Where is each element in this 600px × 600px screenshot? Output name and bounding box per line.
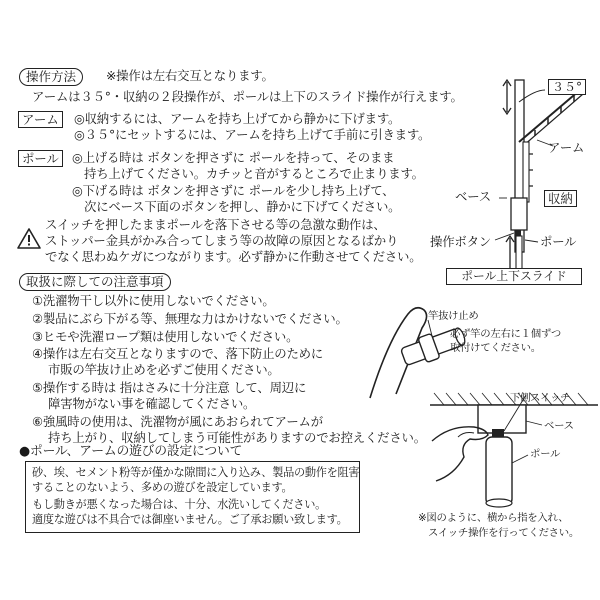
warning-line-2: ストッパー金具がかみ合ってしまう等の故障の原因となるばかり bbox=[45, 233, 399, 248]
stopper-note-1: 必ず竿の左右に１個ずつ bbox=[450, 328, 561, 340]
precaution-1: ①洗濯物干し以外に使用しないでください。 bbox=[32, 293, 275, 308]
precaution-5: ⑤操作する時は 指はさみに十分注意 して、周辺に bbox=[32, 380, 307, 395]
warning-line-1: スイッチを押したままポールを落下させる等の急激な動作は、 bbox=[45, 217, 386, 232]
play-section-title: ●ポール、アームの遊びの設定について bbox=[19, 444, 243, 459]
switch-note-2: スイッチ操作を行ってください。 bbox=[428, 527, 579, 539]
arm-line-1: ◎収納するには、アームを持ち上げてから静かに下げます。 bbox=[74, 111, 401, 126]
section-title-precautions: 取扱に際しての注意事項 bbox=[19, 273, 171, 291]
pole-diagram-label: ポール bbox=[540, 234, 577, 249]
arm-line-2: ◎３５°にセットするには、アームを持ち上げて手前に引きます。 bbox=[74, 127, 431, 142]
precaution-3: ③ヒモや洗濯ロープ類は使用しないでください。 bbox=[32, 329, 299, 344]
storage-label: 収納 bbox=[544, 190, 577, 207]
play-line-4: 適度な遊びは不具合では御座いません。ご了承お願い致します。 bbox=[32, 513, 348, 526]
arm-pole-diagram bbox=[435, 70, 595, 290]
warning-line-3: でなく思わぬケガにつながります。必ず静かに作動させてください。 bbox=[45, 249, 422, 264]
button-diagram-label: 操作ボタン bbox=[430, 234, 491, 249]
arm-tag: アーム bbox=[18, 111, 63, 128]
switch-label: 下側スイッチ bbox=[510, 392, 571, 404]
pole-tag: ポール bbox=[18, 150, 63, 167]
switch-note-1: ※図のように、横から指を入れ、 bbox=[418, 512, 569, 524]
section-title-operation: 操作方法 bbox=[19, 68, 83, 86]
precaution-4-cont: 市販の竿抜け止めを必ずご使用ください。 bbox=[48, 362, 280, 377]
operation-note: ※操作は左右交互となります。 bbox=[106, 68, 274, 83]
play-line-3: もし動きが悪くなった場合は、十分、水洗いしてください。 bbox=[32, 498, 326, 511]
precaution-4: ④操作は左右交互となりますので、落下防止のために bbox=[32, 346, 324, 361]
pole-slide-caption: ポール上下スライド bbox=[446, 268, 582, 285]
switch-pole-label: ポール bbox=[530, 448, 561, 460]
play-line-1: 砂、埃、セメント粉等が僅かな隙間に入り込み、製品の動作を阻害 bbox=[32, 466, 360, 479]
pole-line-1: ◎上げる時は ボタンを押さずに ポールを持って、そのまま bbox=[72, 150, 395, 165]
precaution-2: ②製品にぶら下がる等、無理な力はかけないでください。 bbox=[32, 311, 348, 326]
switch-base-label: ベース bbox=[544, 420, 574, 432]
pole-line-2: 持ち上げてください。カチッと音がするところで止まります。 bbox=[84, 166, 424, 181]
play-line-2: することのないよう、多めの遊びを設定しています。 bbox=[32, 481, 293, 494]
precaution-6: ⑥強風時の使用は、洗濯物が風にあおられてアームが bbox=[32, 414, 323, 429]
angle-label: ３５° bbox=[548, 79, 586, 95]
pole-line-3: ◎下げる時は ボタンを押さずに ポールを少し持ち上げて、 bbox=[72, 183, 395, 198]
pole-line-4: 次にベース下面のボタンを押し、静かに下げてください。 bbox=[84, 199, 401, 214]
operation-intro: アームは３５°・収納の２段操作が、ポールは上下のスライド操作が行えます。 bbox=[32, 89, 463, 104]
arm-diagram-label: アーム bbox=[548, 140, 585, 155]
warning-icon bbox=[17, 227, 41, 249]
precaution-5-cont: 障害物がない事を確認してください。 bbox=[48, 396, 256, 411]
stopper-note-2: 取付けてください。 bbox=[450, 342, 541, 354]
base-diagram-label: ベース bbox=[455, 189, 491, 204]
precaution-6-cont: 持ち上がり、収納してしまう可能性がありますのでお控えください。 bbox=[48, 430, 426, 445]
stopper-label: 竿抜け止め bbox=[428, 310, 479, 322]
